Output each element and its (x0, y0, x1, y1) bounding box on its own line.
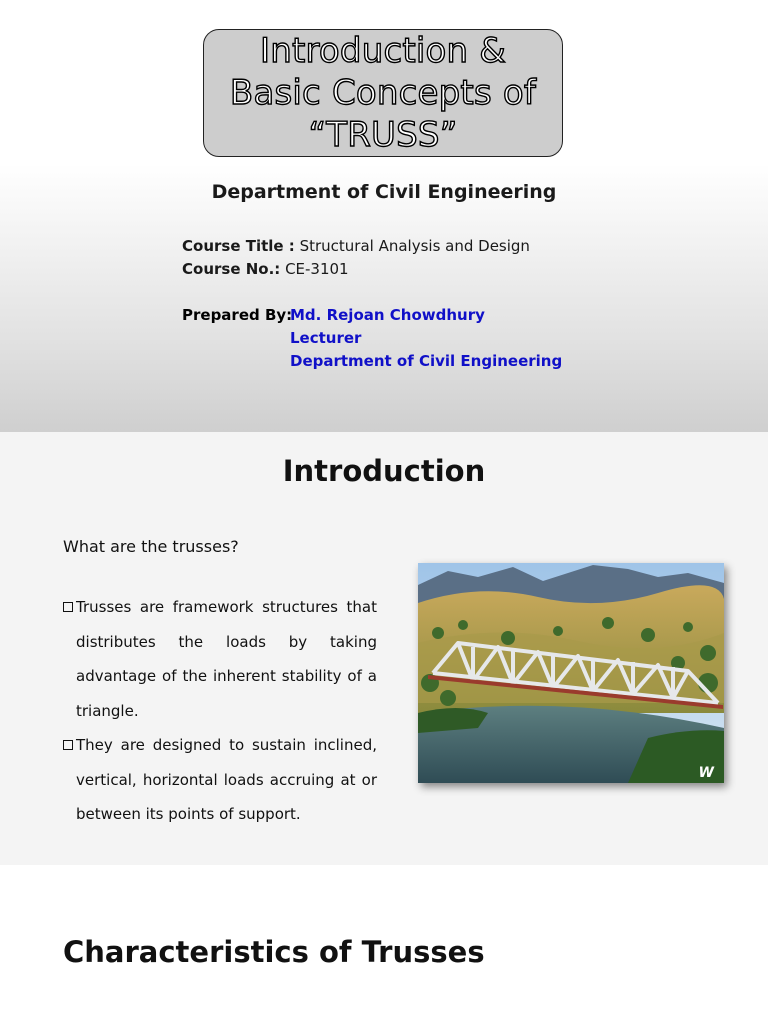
title-line-1: Introduction & (259, 31, 506, 71)
truss-bridge-photo-icon (418, 563, 724, 783)
checkbox-bullet-icon (63, 740, 73, 750)
bullet-list (63, 590, 377, 832)
bullet-text: Trusses are framework structures that distributes the loads by taking advantage of the inherent stability of a triangle. (76, 598, 377, 720)
preparer-name: Md. Rejoan Chowdhury (290, 306, 485, 324)
preparer-department: Department of Civil Engineering (290, 352, 563, 370)
course-no-line (182, 260, 349, 278)
prepared-by-text: Prepared By: (182, 306, 293, 324)
department-heading: Department of Civil Engineering (211, 181, 557, 203)
introduction-slide (0, 432, 768, 865)
course-no-value: CE-3101 (285, 260, 349, 278)
title-box (203, 29, 563, 157)
characteristics-heading: Characteristics of Trusses (63, 935, 485, 969)
introduction-heading: Introduction (282, 454, 486, 488)
bullet-item (63, 728, 377, 832)
bullet-item (63, 590, 377, 728)
checkbox-bullet-icon (63, 602, 73, 612)
watermark-text: W (698, 765, 714, 781)
title-line-3: “TRUSS” (308, 115, 458, 155)
course-no-label: Course No.: (182, 260, 281, 278)
prepared-by-label (182, 306, 292, 324)
course-title-value: Structural Analysis and Design (299, 237, 530, 255)
title-line-2: Basic Concepts of (229, 73, 537, 113)
bullet-text: They are designed to sustain inclined, vertical, horizontal loads accruing at or between its points of support. (76, 736, 377, 823)
question-text: What are the trusses? (63, 537, 239, 556)
course-title-label: Course Title : (182, 237, 295, 255)
characteristics-slide (0, 865, 768, 1024)
preparer-role: Lecturer (290, 329, 362, 347)
course-title-line (182, 237, 530, 255)
title-slide (0, 0, 768, 432)
